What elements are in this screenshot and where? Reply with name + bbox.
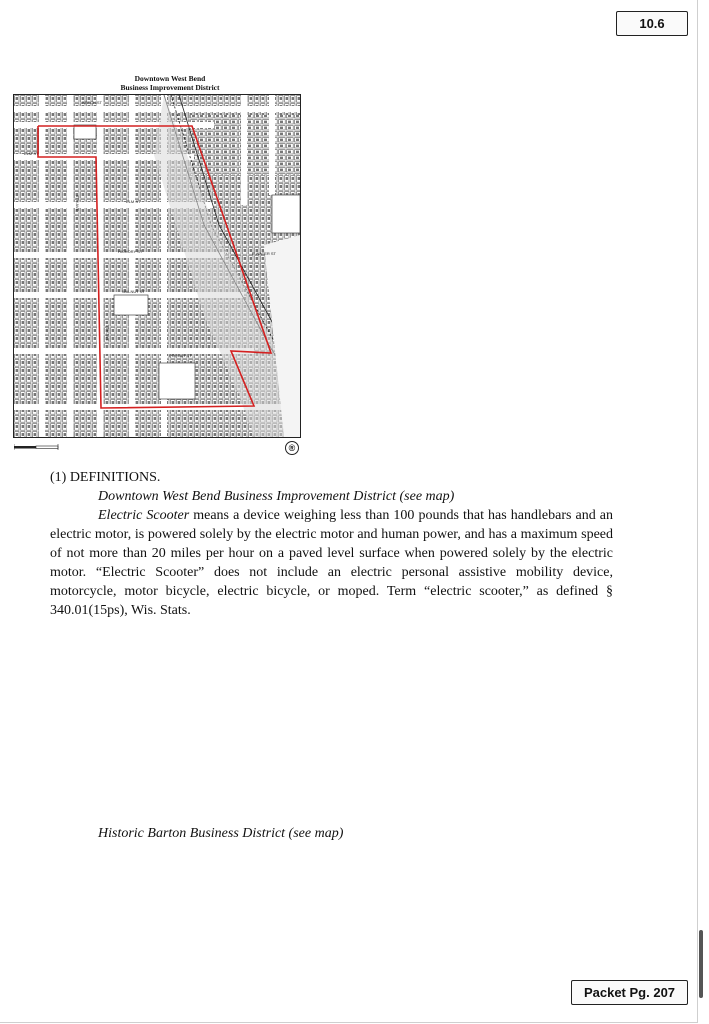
street-label-fifth-ave: 5TH AVE [105,325,110,342]
electric-scooter-term: Electric Scooter [98,508,190,523]
street-label-elm-west: ELM ST [24,151,39,156]
street-label-walnut: WALNUT ST [122,289,145,294]
district-map-drawing [14,95,300,437]
packet-page-badge: Packet Pg. 207 [571,980,688,1005]
district-map [13,94,301,438]
downtown-district-heading: Downtown West Bend Business Improvement District (see map) [98,489,455,504]
electric-scooter-text: means a device weighing less than 100 pounds that has handlebars and an electric motor, is powered solely by the electric motor and human power, and has a maximum speed of not more than 20 miles per hour on a paved level surface when powered solely by the electric motor. “Electric Scooter” does not include an electric personal assistive mobility device, motorcycle, motor bicycle, electric bicycle, or moped. Term “electric scooter,” as defined § 340.01(15ps), Wis. Stats. [50,508,614,618]
large-building-north [74,125,96,139]
map-scale-bar [14,441,74,455]
definitions-heading: (1) DEFINITIONS. [50,470,161,485]
agenda-item-badge: 10.6 [616,11,688,36]
scrollbar-thumb[interactable] [699,930,703,998]
street-label-beech: BEECH ST [82,100,103,105]
street-label-elm: ELM ST [126,199,141,204]
street-label-hickory: HICKORY ST [118,249,143,254]
street-label-poplar: POPLAR ST [169,353,192,358]
large-building-south [159,363,195,399]
large-building-east [272,195,300,233]
registered-mark-icon: ® [285,441,299,455]
map-title [70,75,270,92]
large-building-center [114,295,148,315]
map-title-line-2: Business Improvement District [120,82,220,92]
electric-scooter-definition [50,506,613,620]
street-label-sixth-ave: 6TH AVE [75,195,80,212]
historic-district-heading: Historic Barton Business District (see map) [98,826,344,841]
street-label-water: E WATER ST [252,251,276,256]
map-title-line-1: Downtown West Bend [134,74,206,83]
